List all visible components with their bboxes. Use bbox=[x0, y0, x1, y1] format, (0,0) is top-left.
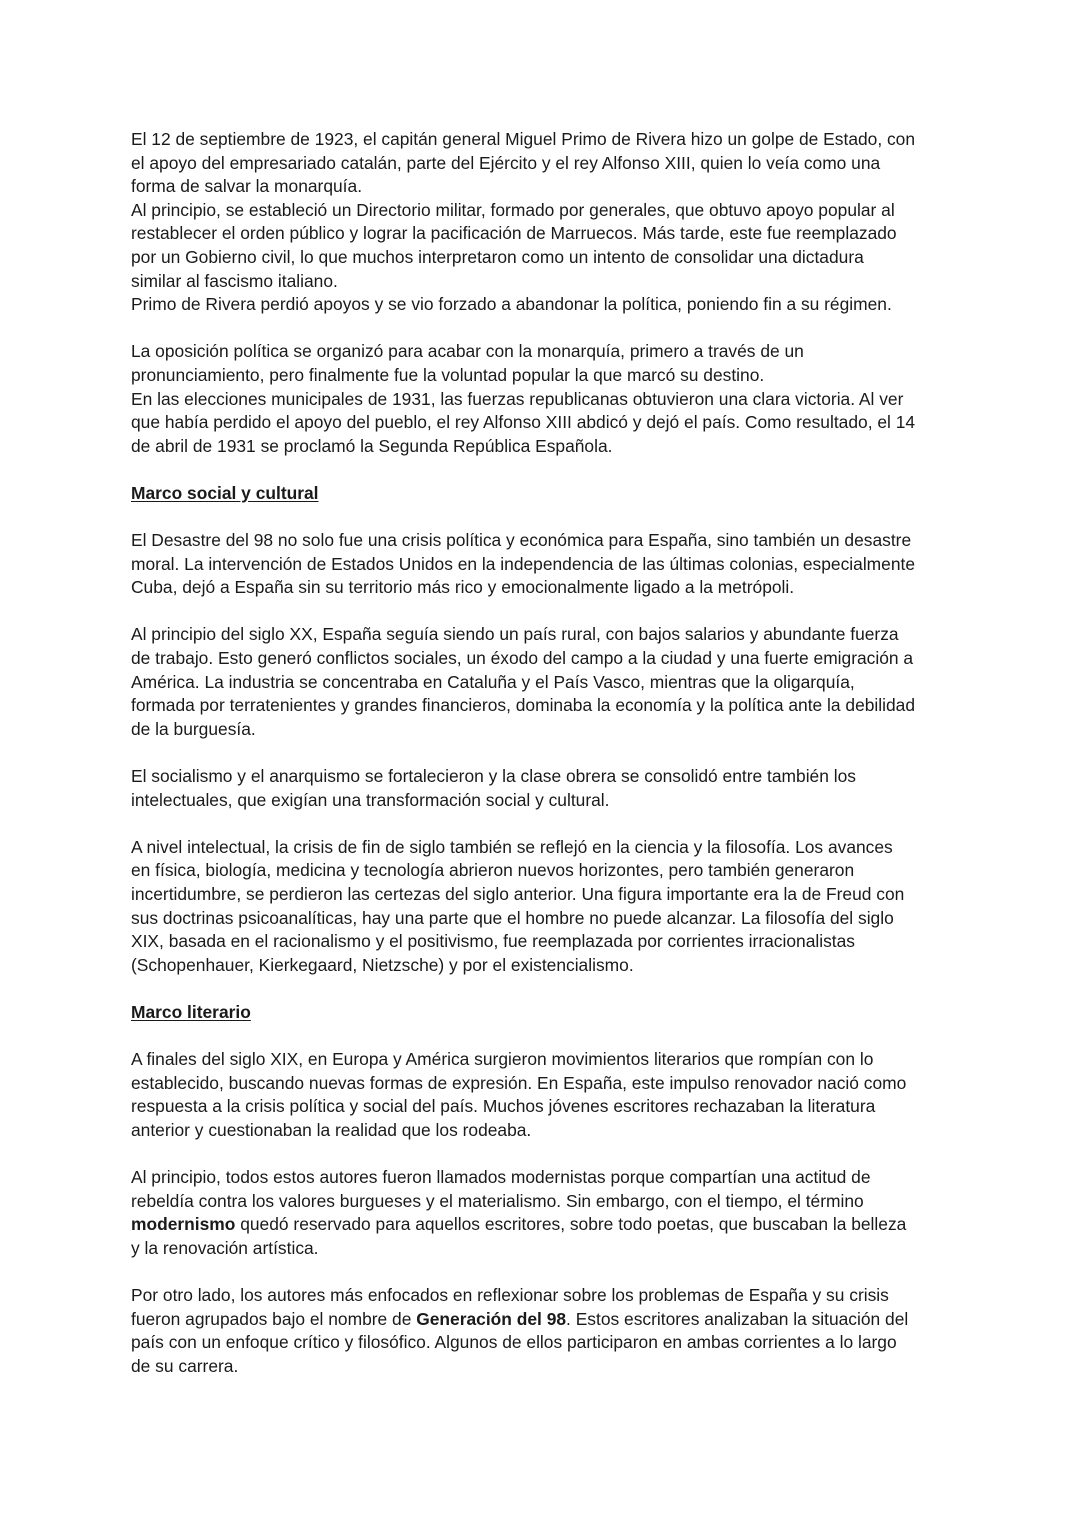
text-run: quedó reservado para aquellos escritores, sobre todo poetas, que buscaban la belleza y la renovación artística. bbox=[131, 1214, 907, 1258]
document-page bbox=[131, 128, 961, 1378]
text-run: . Estos escritores analizaban la situación del país con un enfoque crítico y filosófico. Algunos de ellos participaron en ambas corrientes a lo largo de su carrera. bbox=[131, 1308, 909, 1376]
paragraph-gap bbox=[131, 1261, 961, 1285]
paragraph-desastre-98: El Desastre del 98 no solo fue una crisis política y económica para España, sino también un desastre moral. La intervención de Estados Unidos en la independencia de las últimas colonias, especialmente Cuba, dejó a España sin su territorio más rico y emocionalmente ligado a la metrópoli. bbox=[131, 530, 916, 598]
heading-marco-literario: Marco literario bbox=[131, 1001, 251, 1022]
paragraph-socialismo: El socialismo y el anarquismo se fortalecieron y la clase obrera se consolidó entre también los intelectuales, que exigían una transformación social y cultural. bbox=[131, 766, 856, 810]
heading-marco-social: Marco social y cultural bbox=[131, 482, 319, 503]
text-run: Por otro lado, los autores más enfocados en reflexionar sobre los problemas de España y su crisis fueron agrupados bajo el nombre de bbox=[131, 1285, 889, 1329]
paragraph-generacion-98 bbox=[131, 1284, 961, 1378]
term-modernismo: modernismo bbox=[131, 1214, 236, 1235]
paragraph-gap bbox=[131, 977, 961, 1001]
paragraph-gap bbox=[131, 458, 961, 482]
paragraph-finales-siglo: A finales del siglo XIX, en Europa y América surgieron movimientos literarios que rompían con lo establecido, buscando nuevas formas de expresión. En España, este impulso renovador nació como respuesta a la crisis política y social del país. Muchos jóvenes escritores rechazaban la literatura anterior y cuestionaban la realidad que los rodeaba. bbox=[131, 1049, 907, 1140]
paragraph-gap bbox=[131, 1025, 961, 1049]
paragraph-elecciones-1931: En las elecciones municipales de 1931, las fuerzas republicanas obtuvieron una clara victoria. Al ver que había perdido el apoyo del pueblo, el rey Alfonso XIII abdicó y dejó el país. Como resultado, el 14 de abril de 1931 se proclamó la Segunda República Española. bbox=[131, 388, 916, 456]
paragraph-gap bbox=[131, 812, 961, 836]
paragraph-nivel-intelectual: A nivel intelectual, la crisis de fin de siglo también se reflejó en la ciencia y la filosofía. Los avances en física, biología, medicina y tecnología abrieron nuevos horizontes, pero también generaron incertidumbre, se perdieron las certezas del siglo anterior. Una figura importante era la de Freud con sus doctrinas psicoanalíticas, hay una parte que el hombre no puede alcanzar. La filosofía del siglo XIX, basada en el racionalismo y el positivismo, fue reemplazada por corrientes irracionalistas (Schopenhauer, Kierkegaard, Nietzsche) y por el existencialismo. bbox=[131, 836, 905, 975]
paragraph-gap bbox=[131, 741, 961, 765]
paragraph-oposicion: La oposición política se organizó para acabar con la monarquía, primero a través de un pronunciamiento, pero finalmente fue la voluntad popular la que marcó su destino. bbox=[131, 341, 804, 385]
term-generacion-98: Generación del 98 bbox=[416, 1308, 567, 1329]
paragraph-gap bbox=[131, 506, 961, 530]
paragraph-fin-regimen: Primo de Rivera perdió apoyos y se vio forzado a abandonar la política, poniendo fin a su régimen. bbox=[131, 294, 892, 315]
paragraph-golpe-estado: El 12 de septiembre de 1923, el capitán general Miguel Primo de Rivera hizo un golpe de Estado, con el apoyo del empresariado catalán, parte del Ejército y el rey Alfonso XIII, quien lo veía como una forma de salvar la monarquía. bbox=[131, 129, 916, 197]
paragraph-gap bbox=[131, 600, 961, 624]
paragraph-modernismo bbox=[131, 1166, 961, 1260]
text-run: Al principio, todos estos autores fueron llamados modernistas porque compartían una actitud de rebeldía contra los valores burgueses y el materialismo. Sin embargo, con el tiempo, el término bbox=[131, 1167, 871, 1211]
paragraph-gap bbox=[131, 1143, 961, 1167]
paragraph-espana-rural: Al principio del siglo XX, España seguía siendo un país rural, con bajos salarios y abundante fuerza de trabajo. Esto generó conflictos sociales, un éxodo del campo a la ciudad y una fuerte emigración a América. La industria se concentraba en Cataluña y el País Vasco, mientras que la oligarquía, formada por terratenientes y grandes financieros, dominaba la economía y la política ante la debilidad de la burguesía. bbox=[131, 624, 916, 739]
paragraph-gap bbox=[131, 317, 961, 341]
paragraph-directorio-militar: Al principio, se estableció un Directorio militar, formado por generales, que obtuvo apoyo popular al restablecer el orden público y lograr la pacificación de Marruecos. Más tarde, este fue reemplazado por un Gobierno civil, lo que muchos interpretaron como un intento de consolidar una dictadura similar al fascismo italiano. bbox=[131, 199, 897, 291]
